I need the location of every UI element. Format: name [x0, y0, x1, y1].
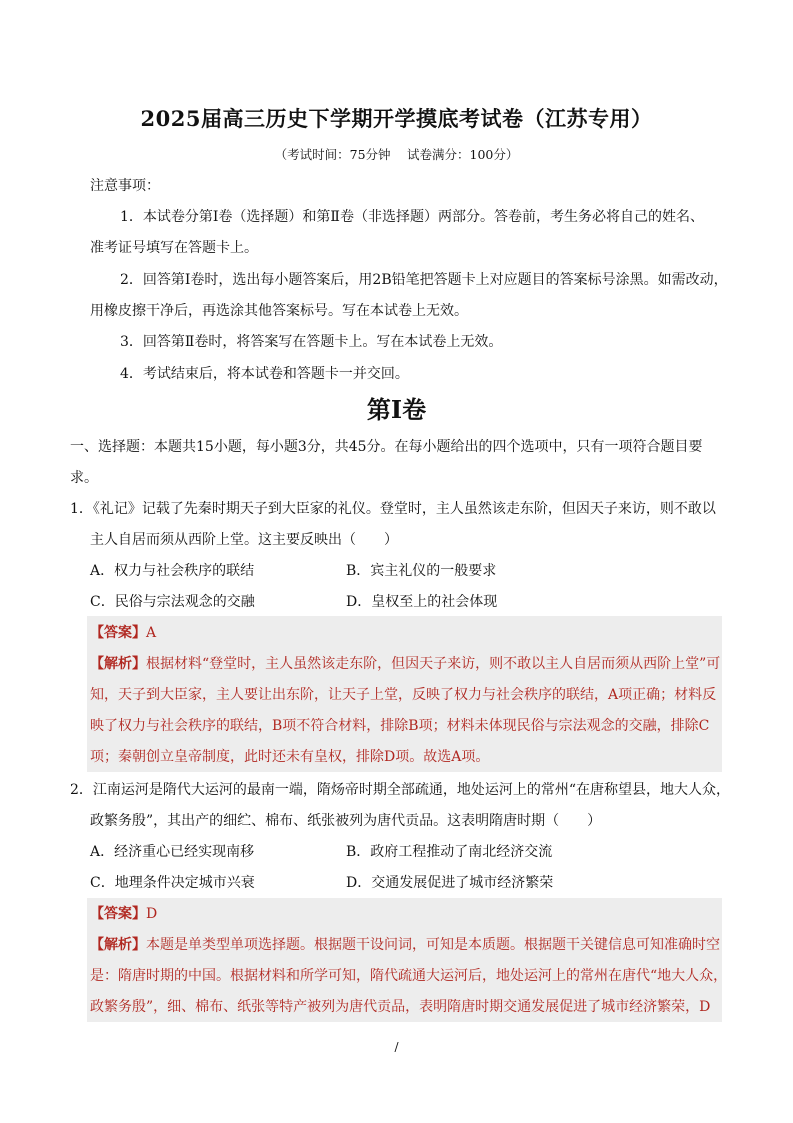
- note-line: 准考证号填写在答题卡上。: [90, 240, 258, 256]
- note-line: 2．回答第Ⅰ卷时，选出每小题答案后，用2B铅笔把答题卡上对应题目的答案标号涂黑。如需改动，: [120, 272, 728, 288]
- question-1-stem: 1．《礼记》记载了先秦时期天子到大臣家的礼仪。登堂时，主人虽然该走东阶，但因天子来访，则不敢以: [70, 501, 716, 517]
- question-2-stem: 2．江南运河是隋代大运河的最南一端，隋炀帝时期全部疏通，地处运河上的常州“在唐称望县，地大人众，: [70, 782, 731, 798]
- answer-label: 【答案】: [90, 625, 146, 641]
- notes-heading: 注意事项：: [90, 178, 160, 194]
- q2-analysis-line: [90, 935, 720, 955]
- question-2-stem-cont: 政繁务殷”，其出产的细纻、棉布、纸张被列为唐代贡品。这表明隋唐时期（ ）: [90, 813, 602, 829]
- note-line: 4．考试结束后，将本试卷和答题卡一并交回。: [120, 366, 409, 382]
- q2-answer: [90, 904, 157, 924]
- answer-label: 【答案】: [90, 906, 146, 922]
- q2-option-a: A．经济重心已经实现南移: [90, 844, 255, 860]
- q2-option-c: C．地理条件决定城市兴衰: [90, 875, 255, 891]
- q1-option-b: B．宾主礼仪的一般要求: [346, 563, 497, 579]
- exam-info: （考试时间：75分钟 试卷满分：100分）: [274, 147, 519, 162]
- q2-analysis-line: 政繁务殷”，细、棉布、纸张等特产被列为唐代贡品，表明隋唐时期交通发展促进了城市经济繁荣，D: [90, 999, 711, 1015]
- q2-analysis-line: 是：隋唐时期的中国。根据材料和所学可知，隋代疏通大运河后，地处运河上的常州在唐代“地大人众，: [90, 968, 728, 984]
- q1-option-d: D．皇权至上的社会体现: [346, 594, 498, 610]
- q1-option-a: A．权力与社会秩序的联结: [90, 563, 255, 579]
- note-line: 1．本试卷分第Ⅰ卷（选择题）和第Ⅱ卷（非选择题）两部分。答卷前，考生务必将自己的姓名、: [120, 209, 704, 225]
- analysis-label: 【解析】: [90, 937, 146, 953]
- answer-value: A: [146, 625, 157, 641]
- page-title: 2025届高三历史下学期开学摸底考试卷（江苏专用）: [140, 106, 653, 131]
- note-line: 用橡皮擦干净后，再选涂其他答案标号。写在本试卷上无效。: [90, 303, 468, 319]
- q1-analysis-line: 项；秦朝创立皇帝制度，此时还未有皇权，排除D项。故选A项。: [90, 749, 490, 765]
- section-intro-cont: 求。: [70, 470, 98, 486]
- q1-answer: [90, 623, 156, 643]
- answer-value: D: [146, 906, 158, 922]
- q1-analysis-line: 映了权力与社会秩序的联结，B项不符合材料，排除B项；材料未体现民俗与宗法观念的交融，排除C: [90, 718, 710, 734]
- question-1-stem-cont: 主人自居而须从西阶上堂。这主要反映出（ ）: [90, 532, 398, 548]
- page-number: /: [394, 1040, 399, 1054]
- analysis-label: 【解析】: [90, 656, 146, 672]
- section-intro: 一、选择题：本题共15小题，每小题3分，共45分。在每小题给出的四个选项中，只有一项符合题目要: [70, 439, 703, 455]
- section-title: 第Ⅰ卷: [366, 395, 427, 424]
- analysis-text: 根据材料“登堂时，主人虽然该走东阶，但因天子来访，则不敢以主人自居而须从西阶上堂”可: [146, 656, 721, 672]
- q1-option-c: C．民俗与宗法观念的交融: [90, 594, 255, 610]
- analysis-text: 本题是单类型单项选择题。根据题干设问词，可知是本质题。根据题干关键信息可知准确时空: [146, 937, 720, 953]
- note-line: 3．回答第Ⅱ卷时，将答案写在答题卡上。写在本试卷上无效。: [120, 334, 503, 350]
- q1-analysis-line: 知，天子到大臣家，主人要让出东阶，让天子上堂，反映了权力与社会秩序的联结，A项正确；材料反: [90, 687, 717, 703]
- q1-analysis-line: [90, 654, 720, 674]
- q2-option-d: D．交通发展促进了城市经济繁荣: [346, 875, 554, 891]
- q2-option-b: B．政府工程推动了南北经济交流: [346, 844, 553, 860]
